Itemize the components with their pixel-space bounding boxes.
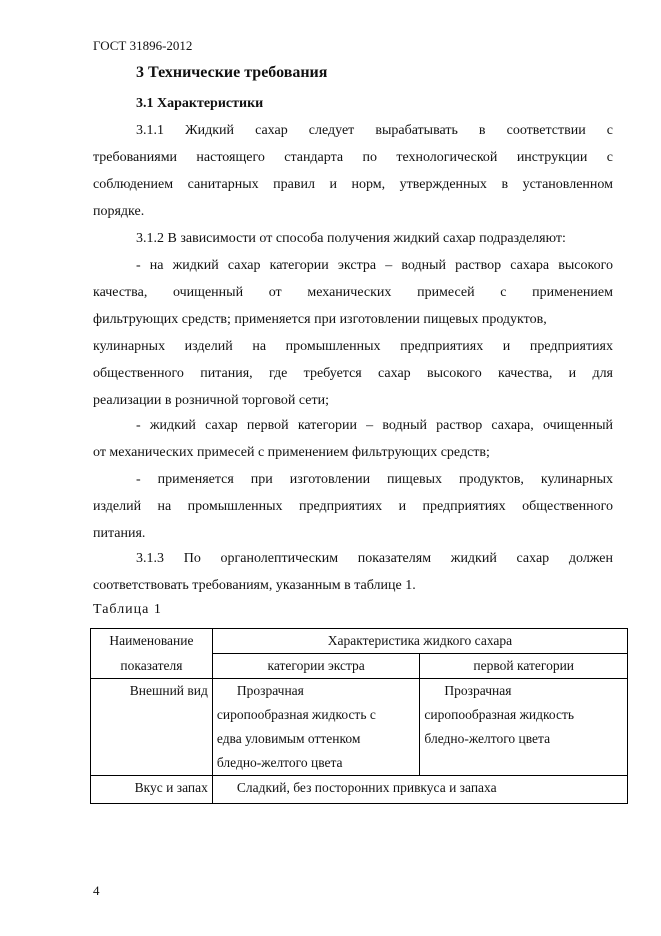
text-line: качества, очищенный от механических примесей с применением [93, 285, 613, 300]
paragraph-3-1-3 [93, 545, 613, 599]
text-line: 3.1.3 По органолептическим показателям жидкий сахар должен [136, 551, 613, 566]
page-number: 4 [93, 883, 100, 898]
list-item-usage [93, 466, 613, 547]
text-line: от механических примесей с применением фильтрующих средств; [93, 445, 490, 460]
text-line: - применяется при изготовлении пищевых продуктов, кулинарных [136, 472, 613, 487]
header-first-cell: первой категории [420, 654, 628, 679]
characteristics-table [90, 628, 628, 804]
cell-line: бледно-желтого цвета [424, 731, 551, 746]
text-line: требованиями настоящего стандарта по технологической инструкции с [93, 150, 613, 165]
paragraph-3-1-1 [93, 117, 613, 225]
table-subheader-row [91, 654, 628, 679]
header-name-cell: Наименование [91, 629, 213, 654]
text-line: порядке. [93, 204, 145, 219]
cell-line: сиропообразная жидкость с [216, 707, 376, 722]
text-line: 3.1.1 Жидкий сахар следует вырабатывать в соответствии с [136, 123, 613, 138]
row-merged-cell: Сладкий, без посторонних привкуса и запаха [212, 776, 627, 804]
table-header-row [91, 629, 628, 654]
text-line: реализации в розничной торговой сети; [93, 393, 330, 408]
text-line: - жидкий сахар первой категории – водный раствор сахара, очищенный [136, 418, 613, 433]
header-extra-cell: категории экстра [212, 654, 420, 679]
row-extra-cell [212, 679, 420, 776]
text-line: - на жидкий сахар категории экстра – водный раствор сахара высокого [136, 258, 613, 273]
header-group-cell: Характеристика жидкого сахара [212, 629, 627, 654]
row-name-cell: Внешний вид [91, 679, 213, 776]
header-name-cell-2: показателя [91, 654, 213, 679]
paragraph-3-1-2 [93, 225, 613, 252]
text-line: изделий на промышленных предприятиях и предприятиях общественного [93, 499, 613, 514]
cell-line: едва уловимым оттенком [216, 731, 361, 746]
row-name-cell: Вкус и запах [91, 776, 213, 804]
cell-line: Прозрачная [236, 683, 304, 698]
table-row [91, 776, 628, 804]
text-line: кулинарных изделий на промышленных предприятиях и предприятиях [93, 339, 613, 354]
subsection-title: 3.1 Характеристики [136, 96, 264, 111]
text-line: 3.1.2 В зависимости от способа получения жидкий сахар подразделяют: [136, 231, 566, 246]
table-caption: Таблица 1 [93, 602, 162, 617]
text-line: соответствовать требованиям, указанным в таблице 1. [93, 578, 416, 593]
table-row [91, 679, 628, 776]
document-standard-header: ГОСТ 31896-2012 [93, 38, 193, 53]
row-first-cell [420, 679, 628, 776]
cell-line: Прозрачная [444, 683, 512, 698]
text-line: соблюдением санитарных правил и норм, утвержденных в установленном [93, 177, 613, 192]
text-line: фильтрующих средств; применяется при изготовлении пищевых продуктов, [93, 312, 547, 327]
cell-line: бледно-желтого цвета [216, 755, 343, 770]
section-title: 3 Технические требования [136, 64, 328, 81]
cell-line: сиропообразная жидкость [424, 707, 575, 722]
text-line: питания. [93, 526, 146, 541]
list-item-extra [93, 252, 613, 414]
list-item-first [93, 412, 613, 466]
text-line: общественного питания, где требуется сахар высокого качества, и для [93, 366, 613, 381]
